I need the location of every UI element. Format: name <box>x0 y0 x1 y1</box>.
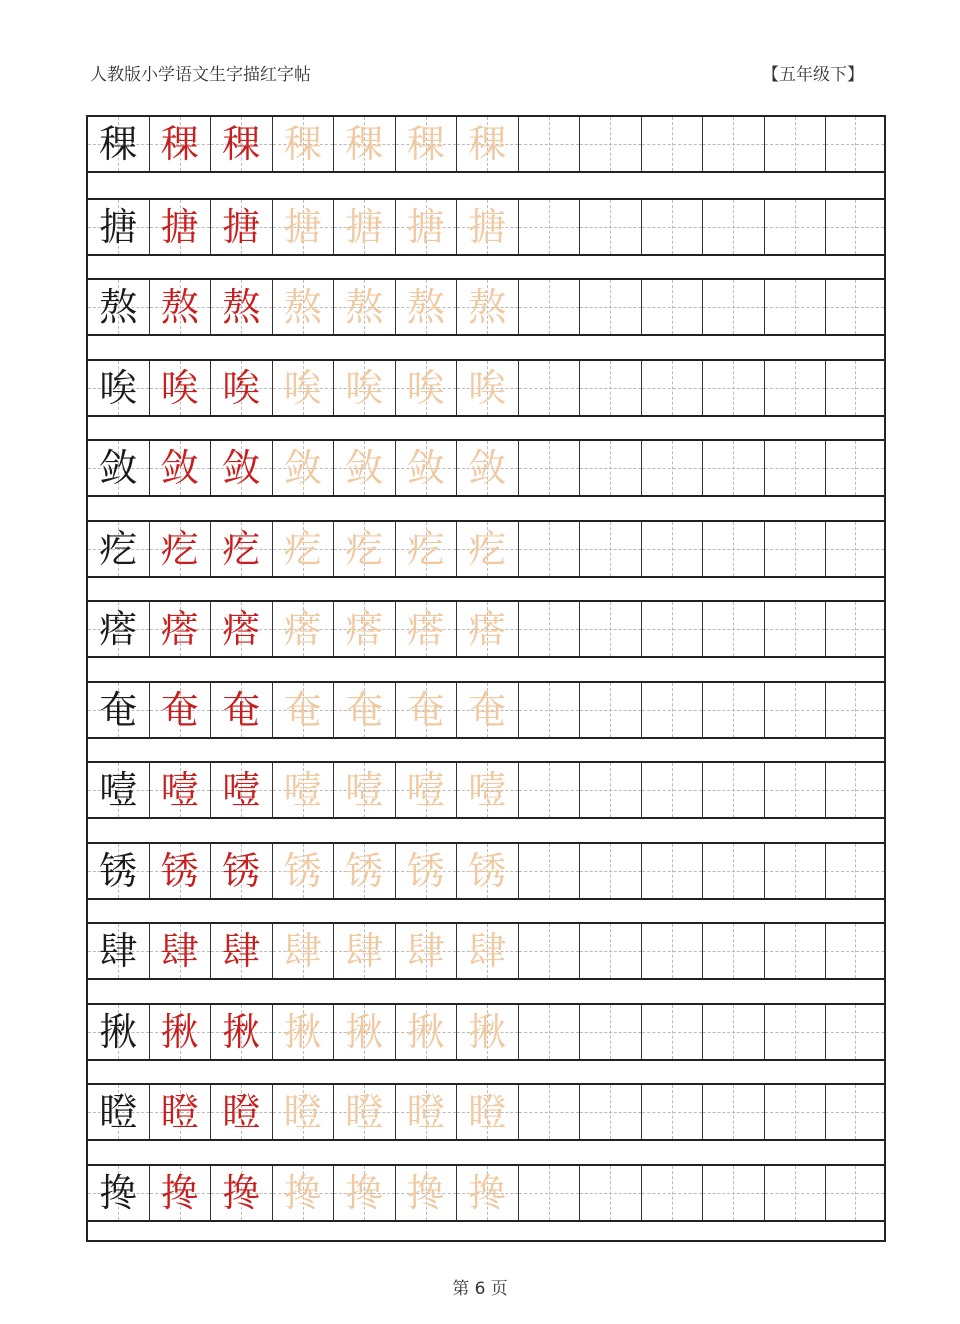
empty-practice-cell <box>703 763 765 817</box>
empty-practice-cell <box>580 1005 642 1059</box>
empty-practice-cell <box>642 683 704 737</box>
char-cell <box>211 441 273 495</box>
char-cell <box>211 602 273 656</box>
empty-practice-cell <box>765 361 827 415</box>
trace-character: 瞪 <box>345 1090 384 1134</box>
red-character: 噎 <box>160 768 199 812</box>
practice-row <box>88 761 884 819</box>
red-character: 熬 <box>222 285 261 329</box>
char-cell <box>457 683 519 737</box>
empty-practice-cell <box>519 1005 581 1059</box>
empty-practice-cell <box>826 1085 884 1139</box>
empty-practice-cell <box>703 361 765 415</box>
trace-character: 搀 <box>345 1170 384 1215</box>
empty-practice-cell <box>642 200 704 254</box>
char-cell <box>150 117 212 171</box>
red-character: 搪 <box>160 204 199 249</box>
empty-practice-cell <box>642 1005 704 1059</box>
char-cell <box>150 361 212 415</box>
empty-practice-cell <box>703 117 765 171</box>
practice-row <box>88 681 884 739</box>
char-cell <box>396 763 458 817</box>
empty-practice-cell <box>765 844 827 898</box>
red-character: 瘩 <box>222 607 261 651</box>
char-cell <box>396 602 458 656</box>
empty-practice-cell <box>826 522 884 576</box>
char-cell <box>211 200 273 254</box>
char-cell <box>88 522 150 576</box>
trace-character: 敛 <box>468 446 507 490</box>
empty-practice-cell <box>519 1166 581 1220</box>
empty-practice-cell <box>642 522 704 576</box>
grade-label: 【五年级下】 <box>762 65 864 85</box>
red-character: 稞 <box>222 122 261 166</box>
empty-practice-cell <box>580 763 642 817</box>
empty-practice-cell <box>826 361 884 415</box>
empty-practice-cell <box>519 361 581 415</box>
char-cell <box>273 763 335 817</box>
char-cell <box>334 441 396 495</box>
empty-practice-cell <box>580 200 642 254</box>
model-character: 奄 <box>99 687 138 732</box>
char-cell <box>273 200 335 254</box>
char-cell <box>88 844 150 898</box>
empty-practice-cell <box>580 602 642 656</box>
practice-row <box>88 1083 884 1141</box>
trace-character: 锈 <box>345 848 384 893</box>
model-character: 疙 <box>99 526 138 571</box>
trace-character: 瞪 <box>468 1090 507 1134</box>
char-cell <box>334 924 396 978</box>
empty-practice-cell <box>826 1005 884 1059</box>
model-character: 瞪 <box>99 1090 138 1134</box>
empty-practice-cell <box>519 683 581 737</box>
red-character: 稞 <box>160 122 199 166</box>
trace-character: 噎 <box>283 768 322 812</box>
char-cell <box>150 280 212 334</box>
empty-practice-cell <box>519 924 581 978</box>
char-cell <box>273 1005 335 1059</box>
char-cell <box>211 844 273 898</box>
trace-character: 稞 <box>468 122 507 166</box>
char-cell <box>211 1005 273 1059</box>
char-cell <box>457 441 519 495</box>
trace-character: 瘩 <box>468 607 507 651</box>
trace-character: 噎 <box>406 768 445 812</box>
empty-practice-cell <box>826 280 884 334</box>
char-cell <box>457 117 519 171</box>
char-cell <box>457 844 519 898</box>
char-cell <box>396 844 458 898</box>
trace-character: 疙 <box>468 526 507 571</box>
model-character: 搀 <box>99 1170 138 1215</box>
char-cell <box>88 1085 150 1139</box>
char-cell <box>88 924 150 978</box>
trace-character: 疙 <box>406 526 445 571</box>
char-cell <box>396 117 458 171</box>
trace-character: 熬 <box>468 285 507 329</box>
empty-practice-cell <box>519 200 581 254</box>
empty-practice-cell <box>826 117 884 171</box>
char-cell <box>273 602 335 656</box>
empty-practice-cell <box>765 117 827 171</box>
char-cell <box>457 602 519 656</box>
empty-practice-cell <box>703 844 765 898</box>
char-cell <box>211 924 273 978</box>
empty-practice-cell <box>826 602 884 656</box>
empty-practice-cell <box>826 924 884 978</box>
empty-practice-cell <box>642 1166 704 1220</box>
trace-character: 搀 <box>406 1170 445 1215</box>
red-character: 噎 <box>222 768 261 812</box>
model-character: 瘩 <box>99 607 138 651</box>
empty-practice-cell <box>642 280 704 334</box>
model-character: 稞 <box>99 122 138 166</box>
empty-practice-cell <box>703 441 765 495</box>
trace-character: 锈 <box>406 848 445 893</box>
char-cell <box>457 1005 519 1059</box>
practice-row <box>88 520 884 578</box>
char-cell <box>88 280 150 334</box>
empty-practice-cell <box>642 602 704 656</box>
empty-practice-cell <box>765 522 827 576</box>
empty-practice-cell <box>580 1085 642 1139</box>
empty-practice-cell <box>765 1085 827 1139</box>
trace-character: 揪 <box>468 1009 507 1054</box>
practice-row <box>88 198 884 256</box>
practice-row <box>88 1164 884 1222</box>
trace-character: 唉 <box>283 365 322 410</box>
empty-practice-cell <box>580 683 642 737</box>
empty-practice-cell <box>642 1085 704 1139</box>
char-cell <box>88 200 150 254</box>
empty-practice-cell <box>580 844 642 898</box>
char-cell <box>457 522 519 576</box>
empty-practice-cell <box>765 1005 827 1059</box>
char-cell <box>396 1085 458 1139</box>
trace-character: 奄 <box>468 687 507 732</box>
empty-practice-cell <box>765 602 827 656</box>
char-cell <box>334 763 396 817</box>
trace-character: 揪 <box>345 1009 384 1054</box>
red-character: 锈 <box>160 848 199 893</box>
red-character: 搀 <box>160 1170 199 1215</box>
empty-practice-cell <box>765 683 827 737</box>
trace-character: 熬 <box>283 285 322 329</box>
red-character: 疙 <box>160 526 199 571</box>
empty-practice-cell <box>703 1005 765 1059</box>
char-cell <box>88 1005 150 1059</box>
empty-practice-cell <box>642 361 704 415</box>
char-cell <box>396 1166 458 1220</box>
trace-character: 噎 <box>345 768 384 812</box>
char-cell <box>334 117 396 171</box>
char-cell <box>211 361 273 415</box>
trace-character: 唉 <box>406 365 445 410</box>
trace-character: 搀 <box>468 1170 507 1215</box>
char-cell <box>273 1166 335 1220</box>
red-character: 揪 <box>222 1009 261 1054</box>
char-cell <box>150 522 212 576</box>
char-cell <box>88 117 150 171</box>
trace-character: 奄 <box>345 687 384 732</box>
empty-practice-cell <box>703 1085 765 1139</box>
empty-practice-cell <box>580 441 642 495</box>
trace-character: 稞 <box>283 122 322 166</box>
char-cell <box>88 763 150 817</box>
char-cell <box>88 683 150 737</box>
trace-character: 搪 <box>283 204 322 249</box>
char-cell <box>334 1005 396 1059</box>
empty-practice-cell <box>703 522 765 576</box>
empty-practice-cell <box>642 924 704 978</box>
char-cell <box>150 763 212 817</box>
practice-row <box>88 278 884 336</box>
empty-practice-cell <box>580 522 642 576</box>
char-cell <box>150 683 212 737</box>
trace-character: 肆 <box>406 929 445 973</box>
char-cell <box>273 924 335 978</box>
trace-character: 噎 <box>468 768 507 812</box>
trace-character: 锈 <box>283 848 322 893</box>
practice-sheet <box>86 115 886 1242</box>
trace-character: 敛 <box>406 446 445 490</box>
trace-character: 瘩 <box>406 607 445 651</box>
red-character: 奄 <box>160 687 199 732</box>
empty-practice-cell <box>826 763 884 817</box>
red-character: 锈 <box>222 848 261 893</box>
trace-character: 瘩 <box>283 607 322 651</box>
char-cell <box>396 683 458 737</box>
empty-practice-cell <box>580 924 642 978</box>
empty-practice-cell <box>703 1166 765 1220</box>
trace-character: 瘩 <box>345 607 384 651</box>
red-character: 揪 <box>160 1009 199 1054</box>
red-character: 瞪 <box>160 1090 199 1134</box>
char-cell <box>334 844 396 898</box>
empty-practice-cell <box>826 441 884 495</box>
trace-character: 敛 <box>345 446 384 490</box>
model-character: 锈 <box>99 848 138 893</box>
char-cell <box>88 602 150 656</box>
empty-practice-cell <box>765 1166 827 1220</box>
char-cell <box>273 1085 335 1139</box>
char-cell <box>457 763 519 817</box>
trace-character: 搪 <box>468 204 507 249</box>
model-character: 搪 <box>99 204 138 249</box>
red-character: 搀 <box>222 1170 261 1215</box>
red-character: 瞪 <box>222 1090 261 1134</box>
trace-character: 唉 <box>345 365 384 410</box>
char-cell <box>150 1085 212 1139</box>
practice-row <box>88 1003 884 1061</box>
practice-row <box>88 922 884 980</box>
trace-character: 肆 <box>345 929 384 973</box>
char-cell <box>396 441 458 495</box>
page-number: 第 6 页 <box>452 1279 508 1299</box>
char-cell <box>334 280 396 334</box>
char-cell <box>273 844 335 898</box>
trace-character: 肆 <box>468 929 507 973</box>
trace-character: 搀 <box>283 1170 322 1215</box>
char-cell <box>334 683 396 737</box>
empty-practice-cell <box>580 280 642 334</box>
trace-character: 瞪 <box>406 1090 445 1134</box>
red-character: 疙 <box>222 526 261 571</box>
model-character: 敛 <box>99 446 138 490</box>
empty-practice-cell <box>765 200 827 254</box>
trace-character: 搪 <box>406 204 445 249</box>
char-cell <box>273 117 335 171</box>
char-cell <box>211 1166 273 1220</box>
char-cell <box>334 602 396 656</box>
empty-practice-cell <box>642 117 704 171</box>
char-cell <box>273 280 335 334</box>
model-character: 唉 <box>99 365 138 410</box>
char-cell <box>211 683 273 737</box>
trace-character: 熬 <box>345 285 384 329</box>
worksheet-title: 人教版小学语文生字描红字帖 <box>90 65 311 85</box>
char-cell <box>396 280 458 334</box>
red-character: 唉 <box>222 365 261 410</box>
empty-practice-cell <box>642 844 704 898</box>
empty-practice-cell <box>826 200 884 254</box>
char-cell <box>211 763 273 817</box>
trace-character: 疙 <box>283 526 322 571</box>
char-cell <box>150 844 212 898</box>
char-cell <box>457 280 519 334</box>
empty-practice-cell <box>826 1166 884 1220</box>
char-cell <box>334 522 396 576</box>
practice-row <box>88 359 884 417</box>
char-cell <box>334 200 396 254</box>
char-cell <box>273 361 335 415</box>
red-character: 敛 <box>222 446 261 490</box>
red-character: 奄 <box>222 687 261 732</box>
empty-practice-cell <box>826 844 884 898</box>
char-cell <box>88 1166 150 1220</box>
red-character: 敛 <box>160 446 199 490</box>
empty-practice-cell <box>580 1166 642 1220</box>
char-cell <box>334 1085 396 1139</box>
char-cell <box>150 441 212 495</box>
char-cell <box>211 522 273 576</box>
trace-character: 揪 <box>283 1009 322 1054</box>
model-character: 熬 <box>99 285 138 329</box>
practice-row <box>88 117 884 173</box>
empty-practice-cell <box>826 683 884 737</box>
char-cell <box>88 361 150 415</box>
trace-character: 唉 <box>468 365 507 410</box>
char-cell <box>150 924 212 978</box>
empty-practice-cell <box>519 280 581 334</box>
practice-row <box>88 600 884 658</box>
char-cell <box>396 522 458 576</box>
char-cell <box>396 1005 458 1059</box>
trace-character: 揪 <box>406 1009 445 1054</box>
trace-character: 奄 <box>406 687 445 732</box>
char-cell <box>150 1005 212 1059</box>
empty-practice-cell <box>765 924 827 978</box>
char-cell <box>396 361 458 415</box>
empty-practice-cell <box>580 117 642 171</box>
trace-character: 肆 <box>283 929 322 973</box>
empty-practice-cell <box>765 280 827 334</box>
char-cell <box>88 441 150 495</box>
char-cell <box>273 683 335 737</box>
trace-character: 稞 <box>345 122 384 166</box>
empty-practice-cell <box>519 602 581 656</box>
char-cell <box>334 1166 396 1220</box>
trace-character: 疙 <box>345 526 384 571</box>
red-character: 搪 <box>222 204 261 249</box>
trace-character: 熬 <box>406 285 445 329</box>
model-character: 揪 <box>99 1009 138 1054</box>
char-cell <box>211 1085 273 1139</box>
red-character: 唉 <box>160 365 199 410</box>
char-cell <box>273 441 335 495</box>
char-cell <box>150 1166 212 1220</box>
empty-practice-cell <box>765 763 827 817</box>
practice-row <box>88 842 884 900</box>
trace-character: 稞 <box>406 122 445 166</box>
empty-practice-cell <box>519 1085 581 1139</box>
char-cell <box>150 602 212 656</box>
char-cell <box>457 361 519 415</box>
char-cell <box>273 522 335 576</box>
model-character: 肆 <box>99 929 138 973</box>
empty-practice-cell <box>519 117 581 171</box>
char-cell <box>457 924 519 978</box>
char-cell <box>457 200 519 254</box>
char-cell <box>396 200 458 254</box>
empty-practice-cell <box>580 361 642 415</box>
empty-practice-cell <box>519 844 581 898</box>
empty-practice-cell <box>519 522 581 576</box>
model-character: 噎 <box>99 768 138 812</box>
empty-practice-cell <box>703 924 765 978</box>
char-cell <box>211 117 273 171</box>
trace-character: 瞪 <box>283 1090 322 1134</box>
char-cell <box>334 361 396 415</box>
trace-character: 锈 <box>468 848 507 893</box>
practice-row <box>88 439 884 497</box>
trace-character: 搪 <box>345 204 384 249</box>
empty-practice-cell <box>642 763 704 817</box>
char-cell <box>211 280 273 334</box>
empty-practice-cell <box>642 441 704 495</box>
empty-practice-cell <box>519 763 581 817</box>
red-character: 瘩 <box>160 607 199 651</box>
empty-practice-cell <box>519 441 581 495</box>
char-cell <box>150 200 212 254</box>
red-character: 肆 <box>160 929 199 973</box>
char-cell <box>457 1085 519 1139</box>
empty-practice-cell <box>703 683 765 737</box>
empty-practice-cell <box>703 280 765 334</box>
char-cell <box>457 1166 519 1220</box>
trace-character: 奄 <box>283 687 322 732</box>
trace-character: 敛 <box>283 446 322 490</box>
red-character: 肆 <box>222 929 261 973</box>
empty-practice-cell <box>703 200 765 254</box>
char-cell <box>396 924 458 978</box>
empty-practice-cell <box>703 602 765 656</box>
red-character: 熬 <box>160 285 199 329</box>
empty-practice-cell <box>765 441 827 495</box>
